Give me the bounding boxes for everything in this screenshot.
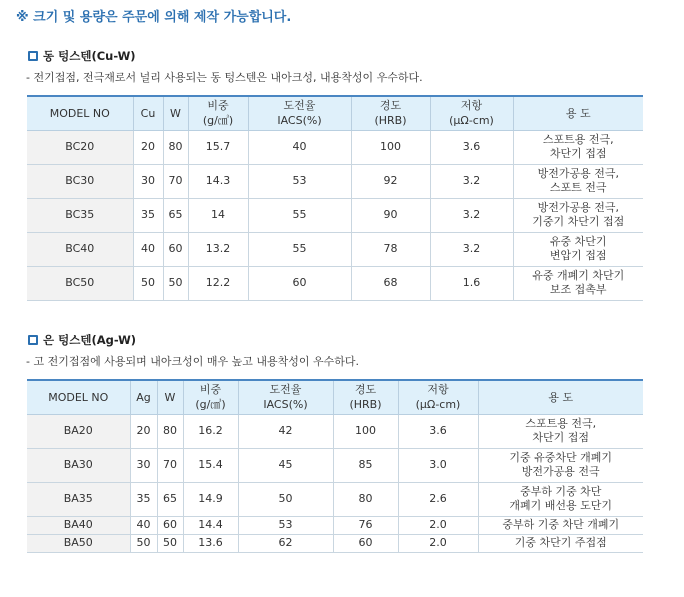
square-bullet-icon — [28, 335, 38, 345]
col-iacs: 도전율 IACS(%) — [248, 96, 351, 130]
section-title-label: 동 텅스텐(Cu-W) — [43, 49, 136, 63]
table-row: BA35 35 65 14.9 50 80 2.6 중부하 기중 차단 개폐기 배선용 도단기 — [27, 482, 643, 516]
table-row: BC30 30 70 14.3 53 92 3.2 방전가공용 전극, 스포트 전극 — [27, 164, 643, 198]
square-bullet-icon — [28, 51, 38, 61]
ag-w-spec-table — [27, 379, 643, 553]
col-gravity: 비중 (g/㎤) — [188, 96, 248, 130]
col-hrb: 경도 (HRB) — [351, 96, 430, 130]
table-row: BA40 40 60 14.4 53 76 2.0 중부하 기중 차단 개폐기 — [27, 516, 643, 534]
table-header-row — [27, 380, 643, 414]
section-title-cu-w — [28, 48, 136, 64]
col-metal: Cu — [133, 96, 163, 130]
col-resist: 저항 (μΩ-cm) — [398, 380, 478, 414]
section-description: - 전기접점, 전극재로서 널리 사용되는 동 텅스텐은 내아크성, 내용착성이 우수하다. — [26, 71, 423, 84]
section-title-ag-w — [28, 332, 136, 348]
notice-text: ※ 크기 및 용량은 주문에 의해 제작 가능합니다. — [16, 10, 292, 25]
col-model: MODEL NO — [27, 380, 130, 414]
table-row: BA30 30 70 15.4 45 85 3.0 기중 유중차단 개폐기 방전가공용 전극 — [27, 448, 643, 482]
col-gravity: 비중 (g/㎤) — [183, 380, 238, 414]
table-row: BA50 50 50 13.6 62 60 2.0 기중 차단기 주접점 — [27, 534, 643, 552]
col-iacs: 도전율 IACS(%) — [238, 380, 333, 414]
col-model: MODEL NO — [27, 96, 133, 130]
col-use: 용 도 — [478, 380, 643, 414]
table-row: BC40 40 60 13.2 55 78 3.2 유중 차단기 변압기 접점 — [27, 232, 643, 266]
col-w: W — [157, 380, 183, 414]
section-description: - 고 전기접점에 사용되며 내아크성이 매우 높고 내용착성이 우수하다. — [26, 355, 359, 368]
cu-w-spec-table — [27, 95, 643, 301]
col-hrb: 경도 (HRB) — [333, 380, 398, 414]
col-resist: 저항 (μΩ-cm) — [430, 96, 513, 130]
table-row: BA20 20 80 16.2 42 100 3.6 스포트용 전극, 차단기 접점 — [27, 414, 643, 448]
table-header-row — [27, 96, 643, 130]
table-row: BC50 50 50 12.2 60 68 1.6 유중 개폐기 차단기 보조 접촉부 — [27, 266, 643, 300]
table-row: BC35 35 65 14 55 90 3.2 방전가공용 전극, 기중기 차단기 접점 — [27, 198, 643, 232]
col-metal: Ag — [130, 380, 157, 414]
section-title-label: 은 텅스텐(Ag-W) — [43, 333, 137, 347]
col-w: W — [163, 96, 188, 130]
col-use: 용 도 — [513, 96, 643, 130]
table-row: BC20 20 80 15.7 40 100 3.6 스포트용 전극, 차단기 접점 — [27, 130, 643, 164]
